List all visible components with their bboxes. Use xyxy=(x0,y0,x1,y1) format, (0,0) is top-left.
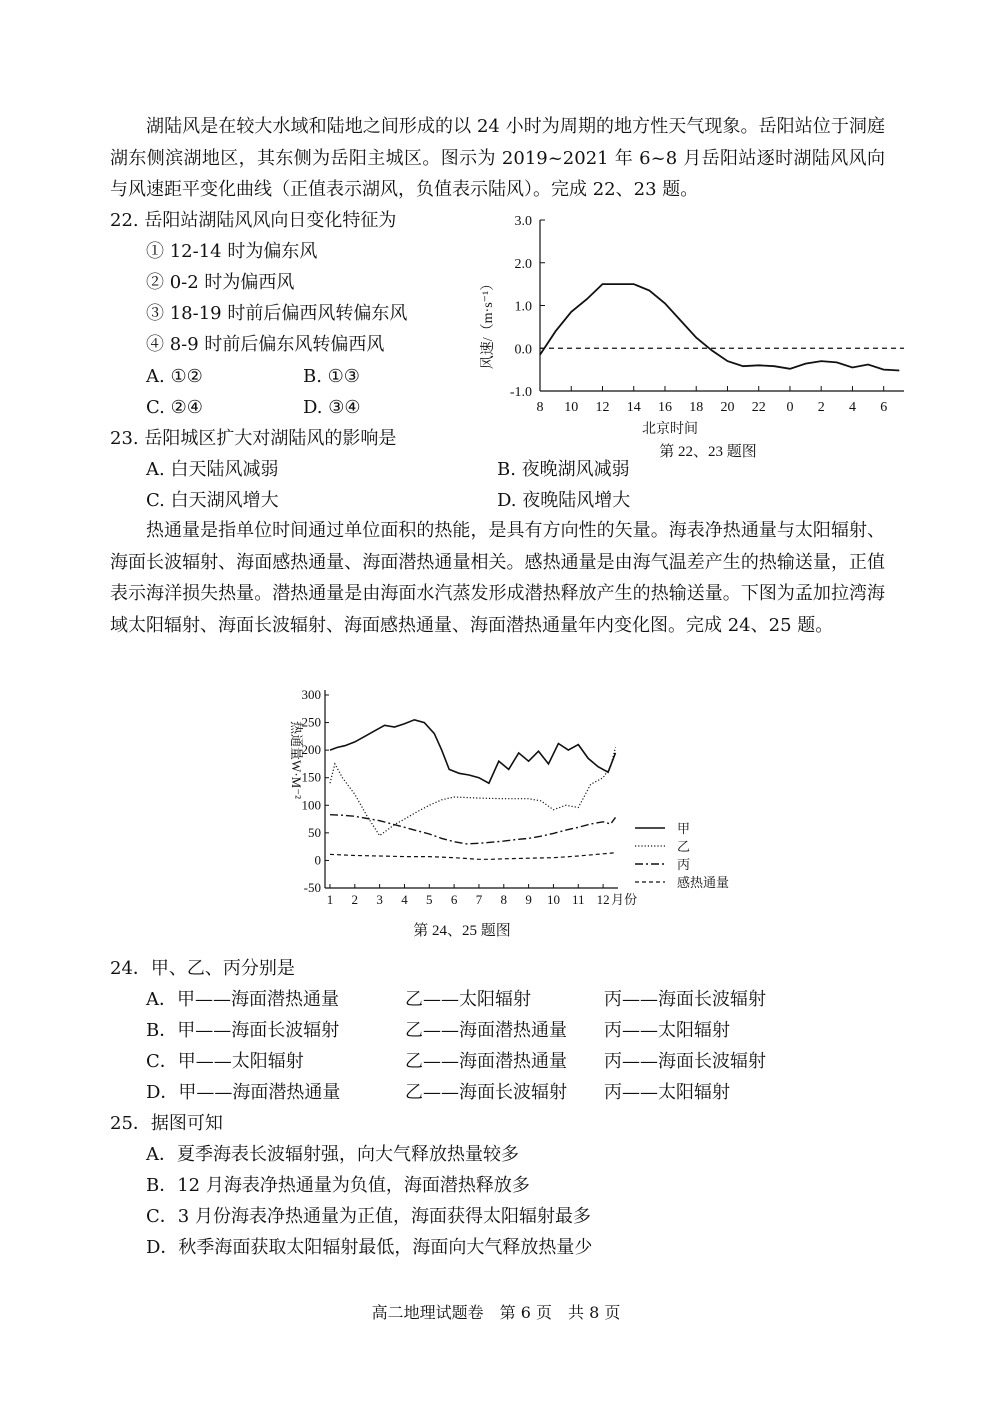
chart1-x-tick-label: 12 xyxy=(595,400,610,415)
chart2-x-tick-label: 7 xyxy=(475,892,483,907)
q22-option-a: A. ①② xyxy=(146,366,203,387)
chart2-x-tick-label: 3 xyxy=(376,892,383,907)
q24-a-3: 丙——海面长波辐射 xyxy=(604,989,766,1010)
chart1-x-tick-label: 14 xyxy=(626,400,641,415)
q25-option-c: C．3 月份海表净热通量为正值，海面获得太阳辐射最多 xyxy=(146,1206,591,1227)
q23-stem: 23. 岳阳城区扩大对湖陆风的影响是 xyxy=(110,428,397,449)
heat-flux-chart xyxy=(270,680,750,945)
chart2-x-tick-label: 1 xyxy=(326,892,334,907)
chart1-x-tick-label: 8 xyxy=(536,400,544,415)
q24-b-3: 丙——太阳辐射 xyxy=(604,1020,730,1041)
q22-stem: 22. 岳阳站湖陆风风向日变化特征为 xyxy=(110,210,397,231)
q24-c-2: 乙——海面潜热通量 xyxy=(405,1051,567,1072)
page-footer: 高二地理试题卷 第 6 页 共 8 页 xyxy=(371,1303,621,1322)
chart1-y-tick-label: 1.0 xyxy=(514,299,532,315)
q25-stem: 25．据图可知 xyxy=(110,1113,223,1134)
q23-option-d: D. 夜晚陆风增大 xyxy=(497,490,631,511)
chart2-series-line-3 xyxy=(330,853,616,860)
chart1-y-tick-label: 0.0 xyxy=(514,342,532,358)
intro-paragraph-2: 热通量是指单位时间通过单位面积的热能，是具有方向性的矢量。海表净热通量与太阳辐射、海面长波辐射、海面感热通量、海面潜热通量相关。感热通量是由海气温差产生的热输送量，正值表示海洋损失热量。潜热通量是由海面水汽蒸发形成潜热释放产生的热输送量。下图为孟加拉湾海域太阳辐射、海面长波辐射、海面感热通量、海面潜热通量年内变化图。完成 24、25 题。 xyxy=(110,520,885,636)
chart1-wind-line xyxy=(540,284,899,370)
chart2-x-tick-label: 4 xyxy=(401,892,408,907)
chart1-y-tick-label: 2.0 xyxy=(514,256,532,272)
q24-b-2: 乙——海面潜热通量 xyxy=(405,1020,567,1041)
q22-item-3: ③ 18-19 时前后偏西风转偏东风 xyxy=(146,303,408,324)
chart2-series-line-2 xyxy=(330,815,616,844)
chart2-y-tick-label: 50 xyxy=(308,824,321,840)
q25-option-d: D．秋季海面获取太阳辐射最低，海面向大气释放热量少 xyxy=(146,1237,593,1258)
chart2-x-tick-label: 6 xyxy=(450,892,458,907)
chart1-x-tick-label: 10 xyxy=(564,400,579,415)
chart2-legend-label-2: 丙 xyxy=(677,857,691,872)
q22-item-4: ④ 8-9 时前后偏东风转偏西风 xyxy=(146,334,385,355)
chart2-x-tick-label: 2 xyxy=(351,892,359,907)
q24-c-3: 丙——海面长波辐射 xyxy=(604,1051,766,1072)
chart2-legend-label-3: 感热通量 xyxy=(677,875,730,890)
intro-paragraph-1: 湖陆风是在较大水域和陆地之间形成的以 24 小时为周期的地方性天气现象。岳阳站位于洞庭湖东侧滨湖地区，其东侧为岳阳主城区。图示为 2019~2021 年 6~8 月岳阳站逐时湖陆风风向与风速距平变化曲线（正值表示湖风，负值表示陆风）。完成 22、23 题。 xyxy=(110,116,885,200)
q25-option-a: A．夏季海表长波辐射强，向大气释放热量较多 xyxy=(146,1144,519,1165)
chart2-y-tick-label: 250 xyxy=(301,714,321,730)
chart2-x-tick-label: 10 xyxy=(546,892,560,907)
chart2-y-tick-label: 0 xyxy=(314,852,321,868)
chart1-x-tick-label: 2 xyxy=(817,400,825,415)
chart2-x-tick-label: 9 xyxy=(525,892,532,907)
q23-option-c: C. 白天湖风增大 xyxy=(146,490,279,511)
chart1-x-tick-label: 18 xyxy=(689,400,704,415)
chart1-x-tick-label: 6 xyxy=(880,400,888,415)
chart2-x-tick-label: 8 xyxy=(500,892,508,907)
chart1-x-tick-label: 0 xyxy=(786,400,794,415)
chart2-x-tick-label: 11 xyxy=(572,892,585,907)
q24-d-2: 乙——海面长波辐射 xyxy=(405,1082,567,1103)
chart2-y-tick-label: -50 xyxy=(303,880,321,895)
chart2-legend-label-1: 乙 xyxy=(677,839,691,854)
chart2-y-tick-label: 300 xyxy=(301,687,321,702)
q24-c-1: C．甲——太阳辐射 xyxy=(146,1051,304,1072)
q24-a-2: 乙——太阳辐射 xyxy=(405,989,531,1010)
chart2-x-tick-label: 5 xyxy=(426,892,433,907)
q24-d-1: D．甲——海面潜热通量 xyxy=(146,1082,341,1103)
chart1-x-tick-label: 20 xyxy=(720,400,735,415)
wind-speed-chart xyxy=(470,205,920,465)
chart2-caption: 第 24、25 题图 xyxy=(413,923,511,939)
chart2-y-tick-label: 100 xyxy=(301,797,321,813)
chart2-ylabel: 热通量W·M⁻² xyxy=(289,721,304,799)
q22-option-c: C. ②④ xyxy=(146,397,203,418)
chart1-x-tick-label: 4 xyxy=(848,400,856,415)
q23-option-b: B. 夜晚湖风减弱 xyxy=(497,459,630,480)
q22-item-2: ② 0-2 时为偏西风 xyxy=(146,272,295,293)
chart2-y-tick-label: 150 xyxy=(301,769,321,785)
q24-d-3: 丙——太阳辐射 xyxy=(604,1082,730,1103)
q22-item-1: ① 12-14 时为偏东风 xyxy=(146,241,318,262)
q24-b-1: B．甲——海面长波辐射 xyxy=(146,1020,340,1041)
chart1-xlabel: 北京时间 xyxy=(642,422,698,437)
chart2-x-unit: 月份 xyxy=(611,892,638,907)
q24-stem: 24．甲、乙、丙分别是 xyxy=(110,958,295,979)
chart2-series-line-1 xyxy=(330,747,616,835)
chart1-x-tick-label: 16 xyxy=(657,400,672,415)
q25-option-b: B．12 月海表净热通量为负值，海面潜热释放多 xyxy=(146,1175,530,1196)
q22-option-d: D. ③④ xyxy=(303,397,361,418)
chart2-x-tick-label: 12 xyxy=(596,892,610,907)
chart2-legend-label-0: 甲 xyxy=(677,821,691,836)
chart2-series-line-0 xyxy=(330,720,616,783)
chart1-x-tick-label: 22 xyxy=(751,400,766,415)
q24-a-1: A．甲——海面潜热通量 xyxy=(146,989,339,1010)
chart1-caption: 第 22、23 题图 xyxy=(659,444,757,460)
chart1-ylabel: 风速/（m·s⁻¹） xyxy=(481,276,496,370)
q23-option-a: A. 白天陆风减弱 xyxy=(146,459,279,480)
chart1-y-tick-label: 3.0 xyxy=(514,214,532,229)
q22-option-b: B. ①③ xyxy=(303,366,360,387)
chart1-y-tick-label: -1.0 xyxy=(509,385,532,400)
chart2-y-tick-label: 200 xyxy=(301,742,321,758)
